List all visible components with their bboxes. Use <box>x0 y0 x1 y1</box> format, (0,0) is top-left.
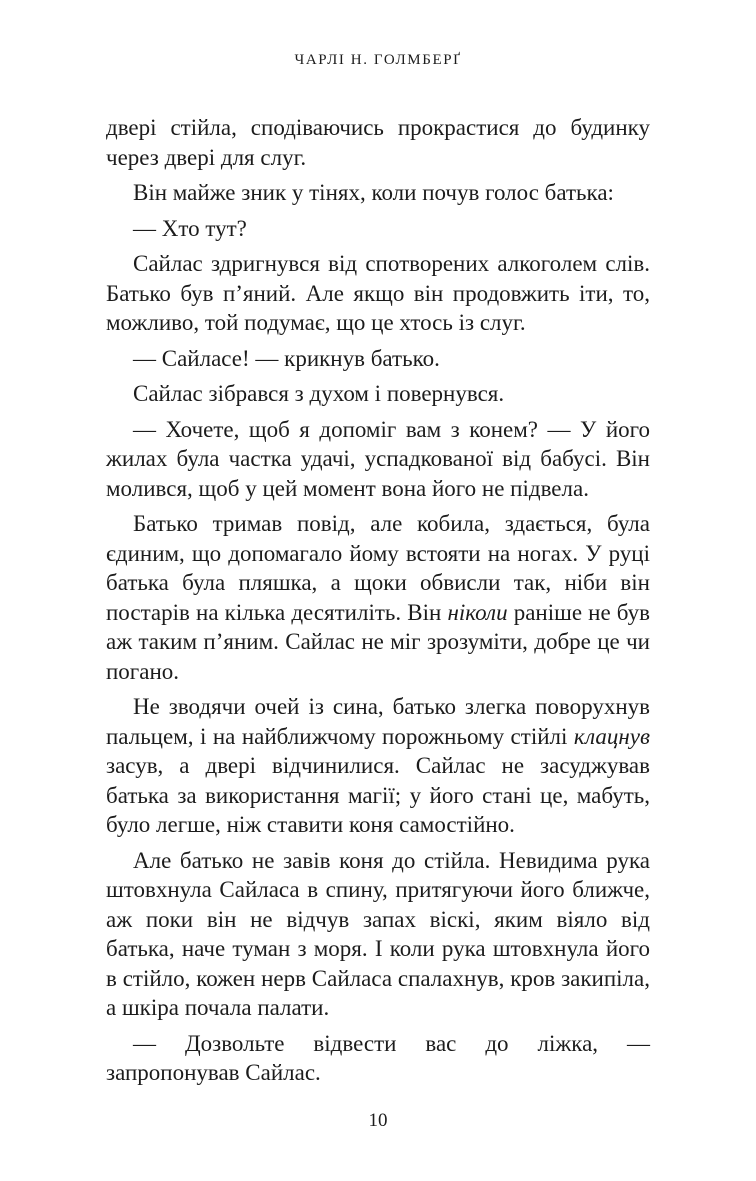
paragraph: Сайлас здригнувся від спотворених алкоголем слів. Батько був п’яний. Але якщо він продовжить іти, то, можливо, той подумає, що це хтось із слуг. <box>106 251 650 335</box>
text-run: раніше не був аж таким п’яним. Сайлас не міг зрозуміти, добре це чи погано. <box>106 599 650 684</box>
page-number: 10 <box>368 1110 388 1131</box>
dialogue-line: — Хочете, щоб я допоміг вам з конем? — У його жилах була частка удачі, успадкованої від бабусі. Він молився, щоб у цей момент вона його не підвела. <box>106 416 650 501</box>
dialogue-line: — Хто тут? <box>133 215 247 241</box>
paragraph: Сайлас зібрався з духом і повернувся. <box>133 381 505 406</box>
body-text <box>106 113 650 1088</box>
dialogue-line: — Дозвольте відвести вас до ліжка, — запропонував Сайлас. <box>106 1030 650 1085</box>
dialogue-line: — Сайласе! — крикнув батько. <box>133 345 440 371</box>
paragraph <box>106 692 650 840</box>
paragraph: двері стійла, сподіваючись прокрастися до будинку через двері для слуг. <box>106 115 650 170</box>
paragraph <box>106 509 650 686</box>
text-run: Батько тримав повід, але кобила, здається, була єдиним, що допомагало йому встояти на ногах. У руці батька була пляшка, а щоки обвисли так, ніби він постарів на кілька десятиліть. Він <box>106 511 650 625</box>
paragraph: Але батько не завів коня до стійла. Невидима рука штовхнула Сайласа в спину, притягуючи його ближче, аж поки він не відчув запах віскі, яким віяло від батька, наче туман з моря. І коли рука штовхнула його в стійло, кожен нерв Сайласа спалахнув, кров закипіла, а шкіра почала палати. <box>106 847 650 1020</box>
paragraph: Він майже зник у тінях, коли почув голос батька: <box>133 180 614 205</box>
text-run: засув, а двері відчинилися. Сайлас не засуджував батька за використання магії; у його стані це, мабуть, було легше, ніж ставити коня самостійно. <box>106 753 650 837</box>
emphasis-word: ніколи <box>447 599 508 625</box>
running-header: ЧАРЛІ Н. ГОЛМБЕРҐ <box>294 52 462 68</box>
text-run: Не зводячи очей із сина, батько злегка поворухнув пальцем, і на найближчому порожньому стійлі <box>106 694 650 749</box>
emphasis-word: клацнув <box>573 723 650 749</box>
